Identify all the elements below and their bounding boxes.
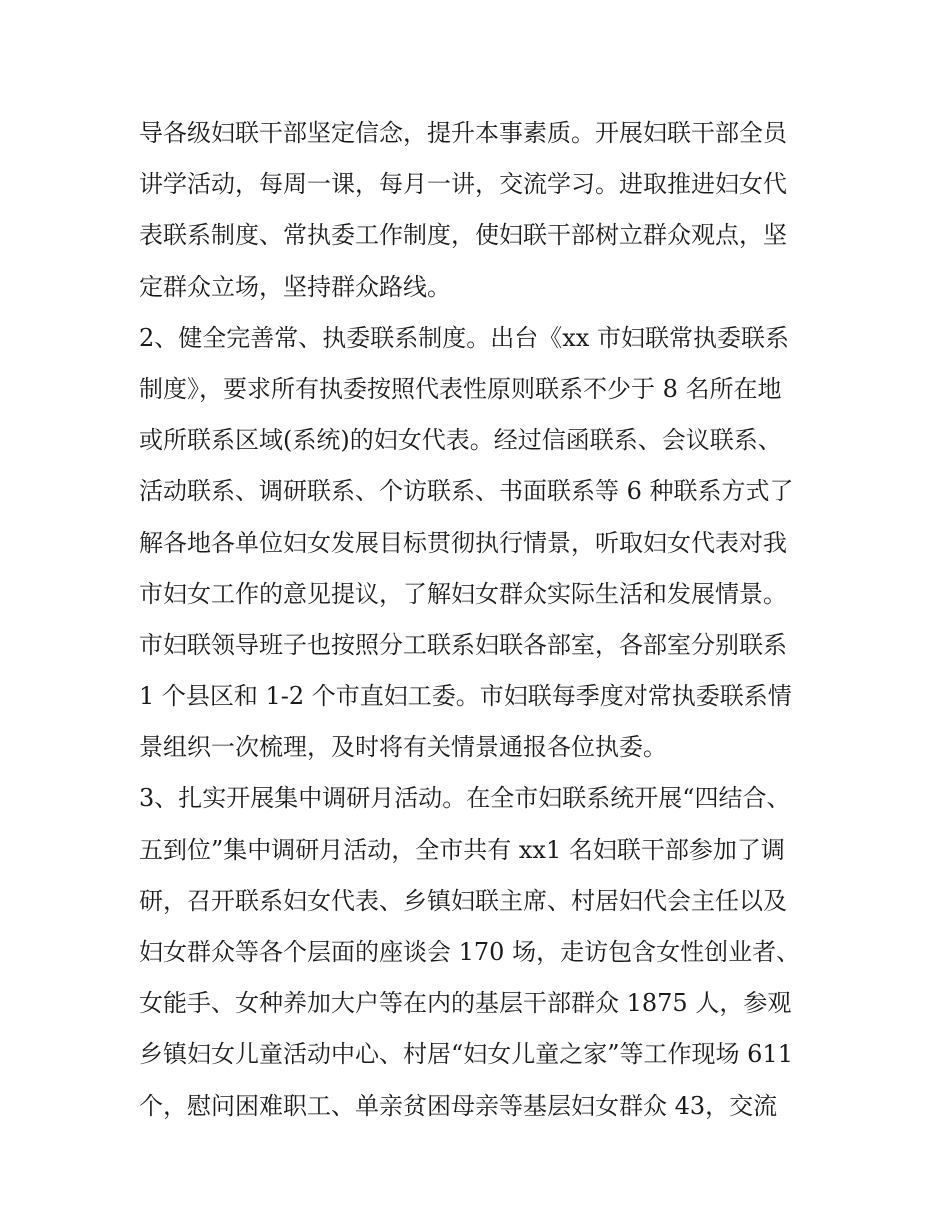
text-line: 表联系制度、常执委工作制度，使妇联干部树立群众观点，坚: [139, 221, 787, 250]
text-line: 研，召开联系妇女代表、乡镇妇联主席、村居妇代会主任以及: [139, 886, 787, 915]
text-line: 乡镇妇女儿童活动中心、村居“妇女儿童之家”等工作现场 611: [139, 1040, 793, 1069]
text-line: 个，慰问困难职工、单亲贫困母亲等基层妇女群众 43，交流: [139, 1091, 778, 1120]
text-line: 景组织一次梳理，及时将有关情景通报各位执委。: [139, 733, 667, 762]
text-line: 制度》，要求所有执委按照代表性原则联系不少于 8 名所在地: [139, 374, 782, 403]
text-line: 解各地各单位妇女发展目标贯彻执行情景，听取妇女代表对我: [139, 528, 787, 557]
text-line: 女能手、女种养加大户等在内的基层干部群众 1875 人，参观: [139, 989, 792, 1018]
text-line: 讲学活动，每周一课，每月一讲，交流学习。进取推进妇女代: [139, 170, 787, 199]
text-line: 2、健全完善常、执委联系制度。出台《xx 市妇联常执委联系: [139, 323, 789, 352]
text-line: 市妇联领导班子也按照分工联系妇联各部室，各部室分别联系: [139, 630, 787, 659]
text-line: 市妇女工作的意见提议，了解妇女群众实际生活和发展情景。: [139, 579, 787, 608]
text-line: 导各级妇联干部坚定信念，提升本事素质。开展妇联干部全员: [139, 119, 787, 147]
body-text: [139, 108, 819, 1132]
text-line: 五到位”集中调研月活动，全市共有 xx1 名妇联干部参加了调: [139, 835, 785, 864]
text-line: 1 个县区和 1-2 个市直妇工委。市妇联每季度对常执委联系情: [139, 682, 792, 711]
text-line: 3、扎实开展集中调研月活动。在全市妇联系统开展“四结合、: [139, 784, 791, 813]
text-line: 妇女群众等各个层面的座谈会 170 场，走访包含女性创业者、: [139, 938, 801, 966]
text-line: 或所联系区域(系统)的妇女代表。经过信函联系、会议联系、: [139, 426, 782, 455]
text-line: 定群众立场，坚持群众路线。: [139, 272, 451, 301]
text-line: 活动联系、调研联系、个访联系、书面联系等 6 种联系方式了: [139, 477, 794, 506]
